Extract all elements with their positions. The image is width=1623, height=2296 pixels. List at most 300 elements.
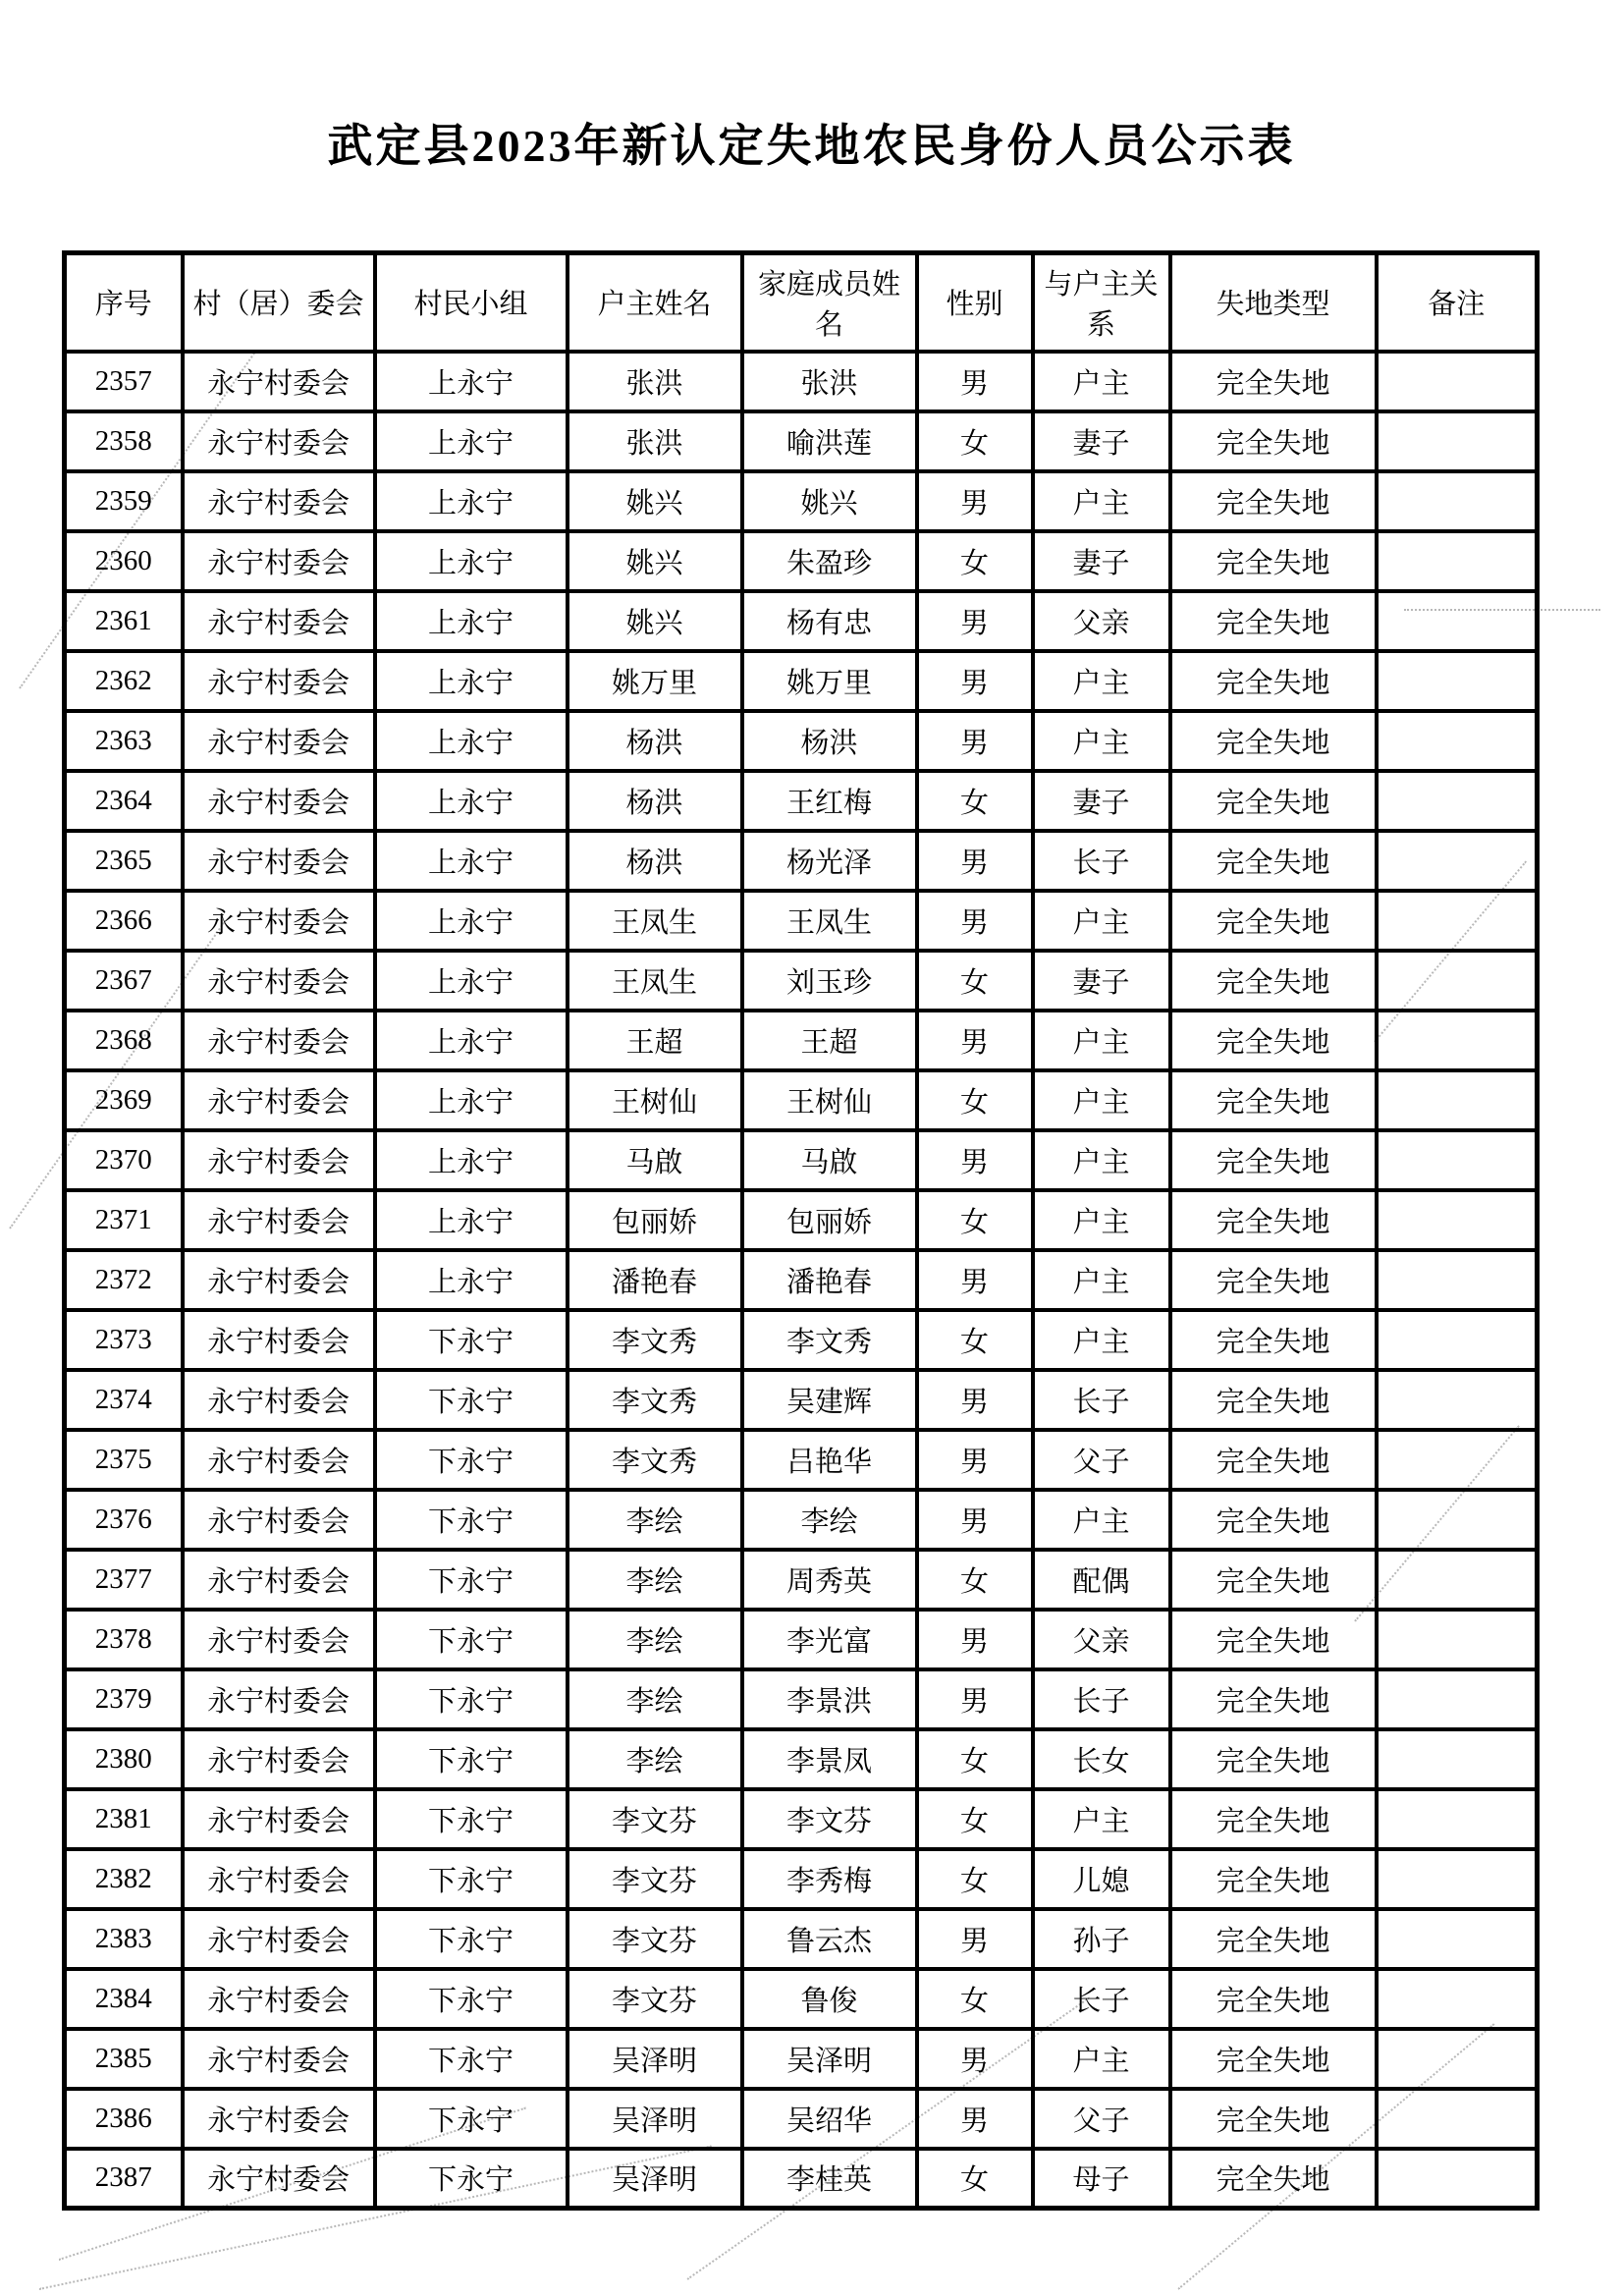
cell-committee: 永宁村委会 bbox=[183, 471, 375, 531]
cell-group: 上永宁 bbox=[375, 471, 568, 531]
cell-serial: 2359 bbox=[65, 471, 183, 531]
cell-group: 上永宁 bbox=[375, 352, 568, 411]
table-row bbox=[65, 651, 1538, 711]
cell-serial: 2376 bbox=[65, 1490, 183, 1550]
cell-member-name: 李景凤 bbox=[742, 1729, 917, 1789]
cell-serial: 2365 bbox=[65, 831, 183, 891]
cell-serial: 2375 bbox=[65, 1430, 183, 1490]
cell-land-type: 完全失地 bbox=[1170, 352, 1377, 411]
cell-group: 上永宁 bbox=[375, 1011, 568, 1070]
cell-relation: 户主 bbox=[1033, 2029, 1170, 2089]
cell-group: 上永宁 bbox=[375, 1250, 568, 1310]
cell-gender: 女 bbox=[917, 1550, 1033, 1610]
table-row bbox=[65, 1969, 1538, 2029]
cell-gender: 女 bbox=[917, 531, 1033, 591]
cell-remark bbox=[1377, 651, 1538, 711]
table-row bbox=[65, 831, 1538, 891]
cell-committee: 永宁村委会 bbox=[183, 711, 375, 771]
cell-land-type: 完全失地 bbox=[1170, 951, 1377, 1011]
cell-committee: 永宁村委会 bbox=[183, 1430, 375, 1490]
cell-committee: 永宁村委会 bbox=[183, 1370, 375, 1430]
cell-head-name: 吴泽明 bbox=[568, 2149, 742, 2209]
header-land-type: 失地类型 bbox=[1170, 253, 1377, 352]
cell-gender: 女 bbox=[917, 1789, 1033, 1849]
cell-head-name: 姚兴 bbox=[568, 471, 742, 531]
cell-remark bbox=[1377, 2089, 1538, 2149]
cell-committee: 永宁村委会 bbox=[183, 352, 375, 411]
table-row bbox=[65, 1070, 1538, 1130]
cell-remark bbox=[1377, 1909, 1538, 1969]
cell-serial: 2362 bbox=[65, 651, 183, 711]
cell-gender: 男 bbox=[917, 471, 1033, 531]
cell-land-type: 完全失地 bbox=[1170, 1909, 1377, 1969]
cell-group: 下永宁 bbox=[375, 1490, 568, 1550]
cell-member-name: 李光富 bbox=[742, 1610, 917, 1669]
cell-gender: 男 bbox=[917, 1490, 1033, 1550]
cell-serial: 2374 bbox=[65, 1370, 183, 1430]
cell-remark bbox=[1377, 1550, 1538, 1610]
cell-serial: 2368 bbox=[65, 1011, 183, 1070]
cell-committee: 永宁村委会 bbox=[183, 2089, 375, 2149]
cell-gender: 男 bbox=[917, 1011, 1033, 1070]
table-row bbox=[65, 471, 1538, 531]
cell-gender: 男 bbox=[917, 1430, 1033, 1490]
cell-committee: 永宁村委会 bbox=[183, 1729, 375, 1789]
cell-member-name: 李绘 bbox=[742, 1490, 917, 1550]
cell-remark bbox=[1377, 831, 1538, 891]
cell-committee: 永宁村委会 bbox=[183, 531, 375, 591]
cell-remark bbox=[1377, 591, 1538, 651]
cell-group: 上永宁 bbox=[375, 1130, 568, 1190]
cell-serial: 2370 bbox=[65, 1130, 183, 1190]
cell-group: 下永宁 bbox=[375, 1310, 568, 1370]
cell-relation: 户主 bbox=[1033, 1789, 1170, 1849]
cell-relation: 户主 bbox=[1033, 711, 1170, 771]
cell-land-type: 完全失地 bbox=[1170, 1370, 1377, 1430]
cell-head-name: 李绘 bbox=[568, 1729, 742, 1789]
cell-remark bbox=[1377, 1011, 1538, 1070]
cell-land-type: 完全失地 bbox=[1170, 1190, 1377, 1250]
cell-remark bbox=[1377, 711, 1538, 771]
cell-committee: 永宁村委会 bbox=[183, 1969, 375, 2029]
cell-group: 下永宁 bbox=[375, 1789, 568, 1849]
cell-head-name: 李文芬 bbox=[568, 1909, 742, 1969]
cell-head-name: 吴泽明 bbox=[568, 2029, 742, 2089]
cell-member-name: 吴泽明 bbox=[742, 2029, 917, 2089]
cell-remark bbox=[1377, 951, 1538, 1011]
table-row bbox=[65, 2029, 1538, 2089]
table-body bbox=[65, 352, 1538, 2209]
cell-committee: 永宁村委会 bbox=[183, 591, 375, 651]
cell-committee: 永宁村委会 bbox=[183, 951, 375, 1011]
cell-head-name: 李文芬 bbox=[568, 1789, 742, 1849]
cell-relation: 妻子 bbox=[1033, 951, 1170, 1011]
cell-land-type: 完全失地 bbox=[1170, 1430, 1377, 1490]
table-row bbox=[65, 1669, 1538, 1729]
cell-group: 上永宁 bbox=[375, 651, 568, 711]
cell-committee: 永宁村委会 bbox=[183, 1669, 375, 1729]
cell-land-type: 完全失地 bbox=[1170, 531, 1377, 591]
cell-serial: 2367 bbox=[65, 951, 183, 1011]
cell-relation: 妻子 bbox=[1033, 531, 1170, 591]
cell-relation: 长子 bbox=[1033, 831, 1170, 891]
cell-serial: 2357 bbox=[65, 352, 183, 411]
table-row bbox=[65, 531, 1538, 591]
cell-gender: 女 bbox=[917, 1969, 1033, 2029]
table-row bbox=[65, 1310, 1538, 1370]
cell-head-name: 包丽娇 bbox=[568, 1190, 742, 1250]
cell-land-type: 完全失地 bbox=[1170, 1070, 1377, 1130]
header-row bbox=[65, 253, 1538, 352]
cell-land-type: 完全失地 bbox=[1170, 831, 1377, 891]
cell-relation: 户主 bbox=[1033, 1250, 1170, 1310]
cell-land-type: 完全失地 bbox=[1170, 1310, 1377, 1370]
cell-committee: 永宁村委会 bbox=[183, 1250, 375, 1310]
table-row bbox=[65, 2089, 1538, 2149]
cell-gender: 女 bbox=[917, 951, 1033, 1011]
cell-group: 下永宁 bbox=[375, 1849, 568, 1909]
cell-remark bbox=[1377, 471, 1538, 531]
cell-group: 上永宁 bbox=[375, 711, 568, 771]
table-header bbox=[65, 253, 1538, 352]
cell-group: 上永宁 bbox=[375, 531, 568, 591]
cell-member-name: 周秀英 bbox=[742, 1550, 917, 1610]
cell-committee: 永宁村委会 bbox=[183, 1909, 375, 1969]
cell-member-name: 王红梅 bbox=[742, 771, 917, 831]
cell-member-name: 鲁云杰 bbox=[742, 1909, 917, 1969]
cell-serial: 2373 bbox=[65, 1310, 183, 1370]
cell-relation: 妻子 bbox=[1033, 771, 1170, 831]
cell-relation: 户主 bbox=[1033, 471, 1170, 531]
cell-member-name: 杨有忠 bbox=[742, 591, 917, 651]
cell-serial: 2387 bbox=[65, 2149, 183, 2209]
cell-gender: 女 bbox=[917, 771, 1033, 831]
cell-member-name: 鲁俊 bbox=[742, 1969, 917, 2029]
cell-head-name: 潘艳春 bbox=[568, 1250, 742, 1310]
cell-committee: 永宁村委会 bbox=[183, 1070, 375, 1130]
cell-committee: 永宁村委会 bbox=[183, 1130, 375, 1190]
cell-gender: 男 bbox=[917, 1669, 1033, 1729]
cell-relation: 户主 bbox=[1033, 1310, 1170, 1370]
cell-remark bbox=[1377, 411, 1538, 471]
cell-relation: 妻子 bbox=[1033, 411, 1170, 471]
cell-remark bbox=[1377, 1669, 1538, 1729]
cell-committee: 永宁村委会 bbox=[183, 1310, 375, 1370]
cell-serial: 2363 bbox=[65, 711, 183, 771]
cell-land-type: 完全失地 bbox=[1170, 1550, 1377, 1610]
cell-gender: 男 bbox=[917, 891, 1033, 951]
table-row bbox=[65, 1250, 1538, 1310]
cell-serial: 2366 bbox=[65, 891, 183, 951]
cell-head-name: 王树仙 bbox=[568, 1070, 742, 1130]
cell-group: 下永宁 bbox=[375, 1909, 568, 1969]
cell-relation: 户主 bbox=[1033, 1070, 1170, 1130]
table-row bbox=[65, 891, 1538, 951]
cell-gender: 男 bbox=[917, 711, 1033, 771]
cell-head-name: 张洪 bbox=[568, 352, 742, 411]
table-row bbox=[65, 1190, 1538, 1250]
cell-member-name: 杨洪 bbox=[742, 711, 917, 771]
cell-head-name: 杨洪 bbox=[568, 831, 742, 891]
header-serial: 序号 bbox=[65, 253, 183, 352]
table-row bbox=[65, 411, 1538, 471]
cell-serial: 2377 bbox=[65, 1550, 183, 1610]
table-row bbox=[65, 1729, 1538, 1789]
cell-committee: 永宁村委会 bbox=[183, 651, 375, 711]
cell-group: 下永宁 bbox=[375, 2029, 568, 2089]
cell-head-name: 李绘 bbox=[568, 1610, 742, 1669]
cell-land-type: 完全失地 bbox=[1170, 2089, 1377, 2149]
cell-gender: 男 bbox=[917, 1610, 1033, 1669]
cell-relation: 母子 bbox=[1033, 2149, 1170, 2209]
notice-table bbox=[62, 250, 1540, 2211]
header-member-name: 家庭成员姓名 bbox=[742, 253, 917, 352]
cell-remark bbox=[1377, 1729, 1538, 1789]
cell-head-name: 李绘 bbox=[568, 1669, 742, 1729]
cell-relation: 儿媳 bbox=[1033, 1849, 1170, 1909]
cell-serial: 2360 bbox=[65, 531, 183, 591]
cell-head-name: 李文秀 bbox=[568, 1310, 742, 1370]
table-row bbox=[65, 1370, 1538, 1430]
cell-gender: 男 bbox=[917, 1130, 1033, 1190]
cell-serial: 2372 bbox=[65, 1250, 183, 1310]
cell-remark bbox=[1377, 1849, 1538, 1909]
cell-land-type: 完全失地 bbox=[1170, 1610, 1377, 1669]
cell-remark bbox=[1377, 1370, 1538, 1430]
cell-relation: 父子 bbox=[1033, 1430, 1170, 1490]
cell-group: 上永宁 bbox=[375, 831, 568, 891]
cell-land-type: 完全失地 bbox=[1170, 471, 1377, 531]
cell-serial: 2361 bbox=[65, 591, 183, 651]
cell-land-type: 完全失地 bbox=[1170, 2149, 1377, 2209]
cell-member-name: 王超 bbox=[742, 1011, 917, 1070]
cell-gender: 女 bbox=[917, 2149, 1033, 2209]
cell-committee: 永宁村委会 bbox=[183, 2149, 375, 2209]
cell-serial: 2358 bbox=[65, 411, 183, 471]
cell-relation: 父子 bbox=[1033, 2089, 1170, 2149]
cell-serial: 2380 bbox=[65, 1729, 183, 1789]
header-committee: 村（居）委会 bbox=[183, 253, 375, 352]
cell-committee: 永宁村委会 bbox=[183, 771, 375, 831]
cell-gender: 男 bbox=[917, 2029, 1033, 2089]
cell-member-name: 潘艳春 bbox=[742, 1250, 917, 1310]
cell-group: 下永宁 bbox=[375, 1550, 568, 1610]
table-row bbox=[65, 591, 1538, 651]
cell-member-name: 李景洪 bbox=[742, 1669, 917, 1729]
cell-land-type: 完全失地 bbox=[1170, 711, 1377, 771]
cell-gender: 男 bbox=[917, 2089, 1033, 2149]
cell-group: 下永宁 bbox=[375, 1430, 568, 1490]
cell-gender: 女 bbox=[917, 411, 1033, 471]
cell-member-name: 刘玉珍 bbox=[742, 951, 917, 1011]
cell-gender: 女 bbox=[917, 1729, 1033, 1789]
cell-remark bbox=[1377, 1789, 1538, 1849]
cell-gender: 女 bbox=[917, 1310, 1033, 1370]
header-remark: 备注 bbox=[1377, 253, 1538, 352]
cell-committee: 永宁村委会 bbox=[183, 1550, 375, 1610]
cell-relation: 长子 bbox=[1033, 1969, 1170, 2029]
cell-remark bbox=[1377, 1190, 1538, 1250]
cell-head-name: 李文芬 bbox=[568, 1849, 742, 1909]
table-row bbox=[65, 2149, 1538, 2209]
cell-committee: 永宁村委会 bbox=[183, 411, 375, 471]
cell-remark bbox=[1377, 1490, 1538, 1550]
cell-remark bbox=[1377, 2029, 1538, 2089]
cell-member-name: 李桂英 bbox=[742, 2149, 917, 2209]
cell-land-type: 完全失地 bbox=[1170, 1490, 1377, 1550]
cell-head-name: 姚万里 bbox=[568, 651, 742, 711]
table-row bbox=[65, 1011, 1538, 1070]
cell-remark bbox=[1377, 531, 1538, 591]
cell-head-name: 王超 bbox=[568, 1011, 742, 1070]
cell-gender: 女 bbox=[917, 1070, 1033, 1130]
cell-relation: 户主 bbox=[1033, 352, 1170, 411]
cell-serial: 2382 bbox=[65, 1849, 183, 1909]
cell-group: 上永宁 bbox=[375, 951, 568, 1011]
cell-member-name: 张洪 bbox=[742, 352, 917, 411]
cell-land-type: 完全失地 bbox=[1170, 891, 1377, 951]
table-row bbox=[65, 352, 1538, 411]
cell-group: 下永宁 bbox=[375, 1669, 568, 1729]
cell-serial: 2369 bbox=[65, 1070, 183, 1130]
cell-head-name: 李绘 bbox=[568, 1550, 742, 1610]
cell-remark bbox=[1377, 2149, 1538, 2209]
header-gender: 性别 bbox=[917, 253, 1033, 352]
cell-head-name: 李绘 bbox=[568, 1490, 742, 1550]
cell-land-type: 完全失地 bbox=[1170, 411, 1377, 471]
cell-committee: 永宁村委会 bbox=[183, 1011, 375, 1070]
page-title: 武定县2023年新认定失地农民身份人员公示表 bbox=[327, 121, 1296, 171]
cell-gender: 男 bbox=[917, 1909, 1033, 1969]
cell-head-name: 杨洪 bbox=[568, 711, 742, 771]
table-row bbox=[65, 1909, 1538, 1969]
cell-gender: 男 bbox=[917, 831, 1033, 891]
cell-gender: 男 bbox=[917, 591, 1033, 651]
cell-committee: 永宁村委会 bbox=[183, 2029, 375, 2089]
cell-member-name: 喻洪莲 bbox=[742, 411, 917, 471]
cell-relation: 父亲 bbox=[1033, 1610, 1170, 1669]
cell-relation: 长子 bbox=[1033, 1370, 1170, 1430]
cell-head-name: 张洪 bbox=[568, 411, 742, 471]
table-row bbox=[65, 1789, 1538, 1849]
header-head-name: 户主姓名 bbox=[568, 253, 742, 352]
cell-serial: 2385 bbox=[65, 2029, 183, 2089]
cell-committee: 永宁村委会 bbox=[183, 831, 375, 891]
cell-group: 上永宁 bbox=[375, 411, 568, 471]
cell-head-name: 李文秀 bbox=[568, 1370, 742, 1430]
cell-committee: 永宁村委会 bbox=[183, 1610, 375, 1669]
cell-gender: 男 bbox=[917, 1370, 1033, 1430]
table-row bbox=[65, 1430, 1538, 1490]
cell-land-type: 完全失地 bbox=[1170, 1969, 1377, 2029]
cell-group: 上永宁 bbox=[375, 591, 568, 651]
cell-remark bbox=[1377, 891, 1538, 951]
cell-land-type: 完全失地 bbox=[1170, 771, 1377, 831]
cell-member-name: 王树仙 bbox=[742, 1070, 917, 1130]
cell-serial: 2371 bbox=[65, 1190, 183, 1250]
cell-relation: 户主 bbox=[1033, 1490, 1170, 1550]
cell-head-name: 王凤生 bbox=[568, 951, 742, 1011]
table-row bbox=[65, 1490, 1538, 1550]
cell-land-type: 完全失地 bbox=[1170, 1250, 1377, 1310]
cell-member-name: 姚万里 bbox=[742, 651, 917, 711]
cell-member-name: 吴建辉 bbox=[742, 1370, 917, 1430]
cell-land-type: 完全失地 bbox=[1170, 2029, 1377, 2089]
cell-serial: 2379 bbox=[65, 1669, 183, 1729]
cell-member-name: 王凤生 bbox=[742, 891, 917, 951]
cell-land-type: 完全失地 bbox=[1170, 1789, 1377, 1849]
cell-head-name: 李文芬 bbox=[568, 1969, 742, 2029]
cell-member-name: 吴绍华 bbox=[742, 2089, 917, 2149]
cell-group: 上永宁 bbox=[375, 1070, 568, 1130]
cell-group: 下永宁 bbox=[375, 1370, 568, 1430]
cell-gender: 男 bbox=[917, 1250, 1033, 1310]
table-row bbox=[65, 1550, 1538, 1610]
cell-land-type: 完全失地 bbox=[1170, 1669, 1377, 1729]
cell-remark bbox=[1377, 1130, 1538, 1190]
cell-committee: 永宁村委会 bbox=[183, 1789, 375, 1849]
cell-member-name: 姚兴 bbox=[742, 471, 917, 531]
cell-committee: 永宁村委会 bbox=[183, 891, 375, 951]
cell-relation: 孙子 bbox=[1033, 1909, 1170, 1969]
cell-member-name: 朱盈珍 bbox=[742, 531, 917, 591]
cell-relation: 户主 bbox=[1033, 1011, 1170, 1070]
cell-committee: 永宁村委会 bbox=[183, 1849, 375, 1909]
cell-remark bbox=[1377, 1310, 1538, 1370]
cell-land-type: 完全失地 bbox=[1170, 651, 1377, 711]
cell-gender: 女 bbox=[917, 1190, 1033, 1250]
cell-group: 下永宁 bbox=[375, 2089, 568, 2149]
table-row bbox=[65, 1610, 1538, 1669]
cell-serial: 2384 bbox=[65, 1969, 183, 2029]
cell-land-type: 完全失地 bbox=[1170, 1729, 1377, 1789]
cell-group: 下永宁 bbox=[375, 2149, 568, 2209]
cell-head-name: 王凤生 bbox=[568, 891, 742, 951]
cell-serial: 2378 bbox=[65, 1610, 183, 1669]
cell-remark bbox=[1377, 1430, 1538, 1490]
cell-land-type: 完全失地 bbox=[1170, 1130, 1377, 1190]
cell-remark bbox=[1377, 1610, 1538, 1669]
table-row bbox=[65, 951, 1538, 1011]
cell-group: 下永宁 bbox=[375, 1729, 568, 1789]
cell-head-name: 姚兴 bbox=[568, 531, 742, 591]
cell-head-name: 姚兴 bbox=[568, 591, 742, 651]
cell-serial: 2381 bbox=[65, 1789, 183, 1849]
cell-group: 下永宁 bbox=[375, 1969, 568, 2029]
cell-relation: 户主 bbox=[1033, 891, 1170, 951]
cell-remark bbox=[1377, 1250, 1538, 1310]
cell-member-name: 李文芬 bbox=[742, 1789, 917, 1849]
cell-relation: 户主 bbox=[1033, 1130, 1170, 1190]
cell-member-name: 李文秀 bbox=[742, 1310, 917, 1370]
cell-relation: 父亲 bbox=[1033, 591, 1170, 651]
cell-group: 上永宁 bbox=[375, 891, 568, 951]
cell-head-name: 马啟 bbox=[568, 1130, 742, 1190]
table-row bbox=[65, 1849, 1538, 1909]
cell-remark bbox=[1377, 352, 1538, 411]
cell-relation: 户主 bbox=[1033, 651, 1170, 711]
cell-committee: 永宁村委会 bbox=[183, 1490, 375, 1550]
cell-serial: 2386 bbox=[65, 2089, 183, 2149]
cell-relation: 户主 bbox=[1033, 1190, 1170, 1250]
table-row bbox=[65, 771, 1538, 831]
cell-head-name: 杨洪 bbox=[568, 771, 742, 831]
cell-relation: 长女 bbox=[1033, 1729, 1170, 1789]
cell-remark bbox=[1377, 1969, 1538, 2029]
cell-gender: 男 bbox=[917, 352, 1033, 411]
cell-head-name: 李文秀 bbox=[568, 1430, 742, 1490]
cell-head-name: 吴泽明 bbox=[568, 2089, 742, 2149]
